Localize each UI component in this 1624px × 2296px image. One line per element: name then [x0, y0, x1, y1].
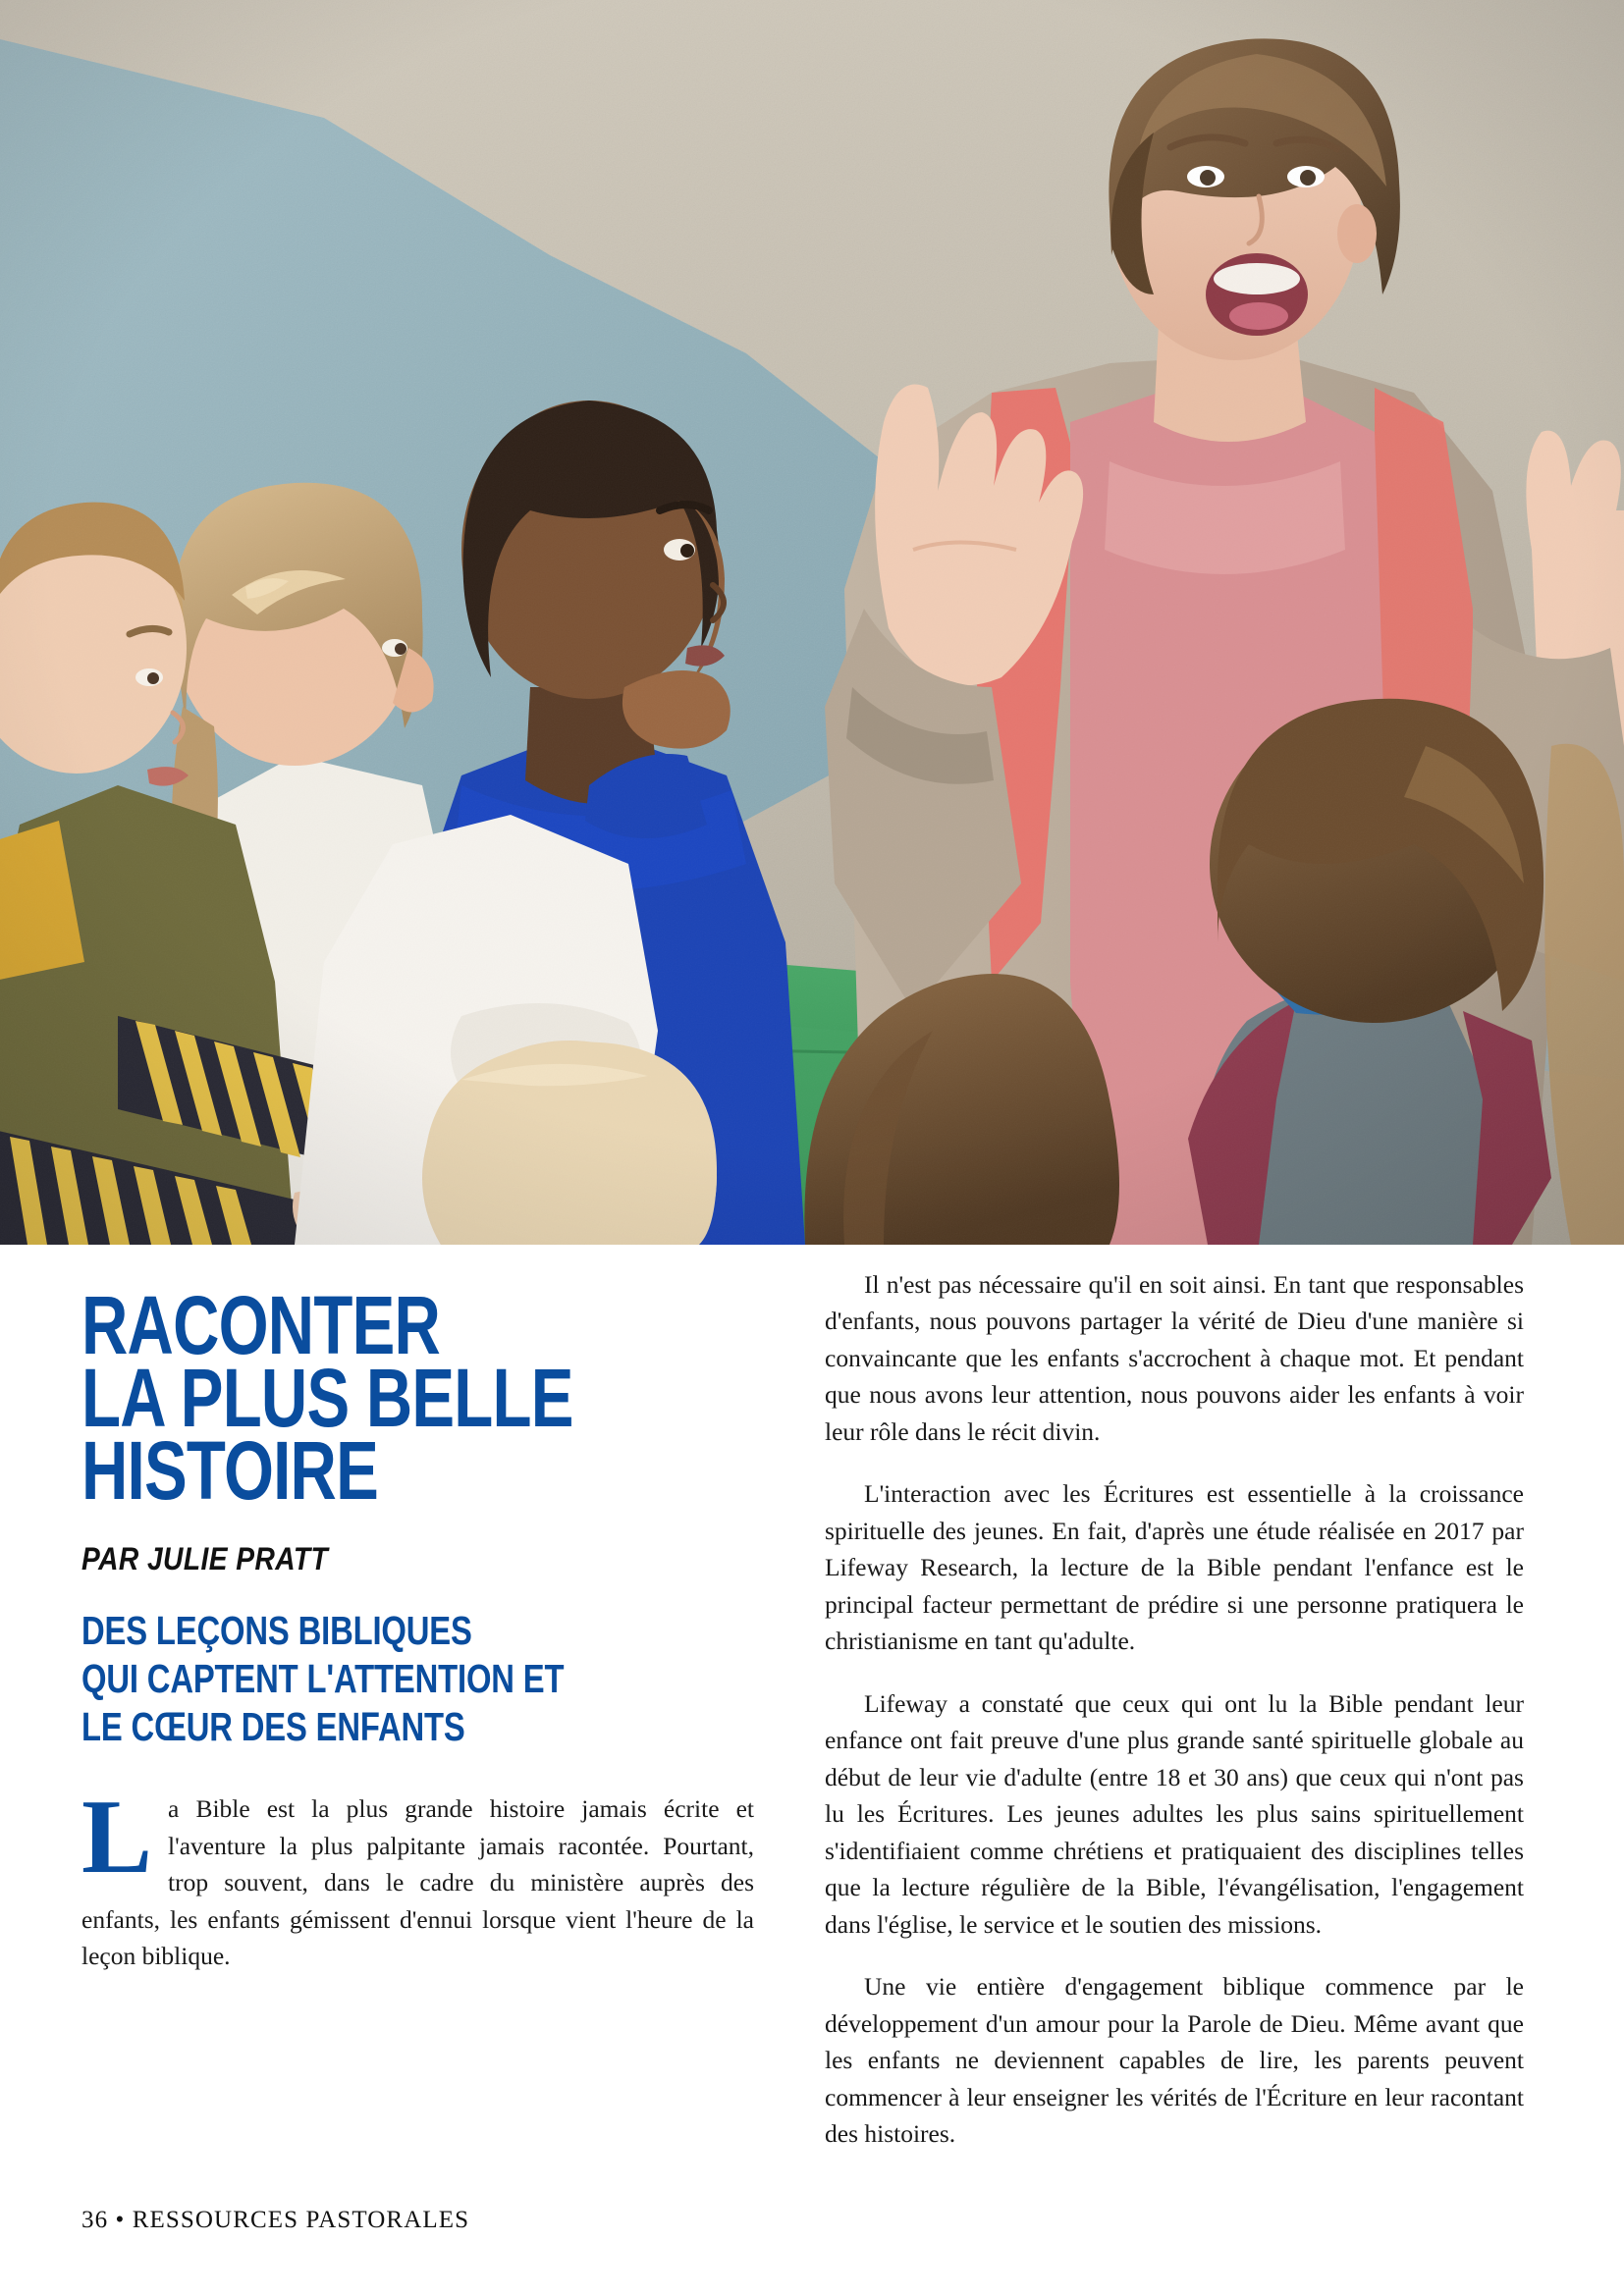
headline-line-2: LA PLUS BELLE [81, 1351, 573, 1444]
lead-paragraph [81, 1751, 754, 1974]
headline-line-1: RACONTER [81, 1279, 441, 1371]
page-title [81, 1245, 753, 1517]
paragraph-1: Il n'est pas nécessaire qu'il en soit ainsi. En tant que responsables d'enfants, nous pouvons partager la vérité de Dieu d'une manière si convaincante que les enfants s'accrochent à chaque mot. Et pendant que nous avons leur attention, nous pouvons aider les enfants à voir leur rôle dans le récit divin. [825, 1270, 1524, 1446]
headline-line-3: HISTOIRE [81, 1423, 379, 1517]
page-footer: 36 • RESSOURCES PASTORALES [81, 2207, 470, 2233]
deck-line-2: QUI CAPTENT L'ATTENTION ET [81, 1655, 565, 1701]
lead-paragraph-text: a Bible est la plus grande histoire jamais écrite et l'aventure la plus palpitante jamais racontée. Pourtant, trop souvent, dans le cadre du ministère auprès des enfants, les enfants gémissent d'ennui lorsque vient l'heure de la leçon biblique. [81, 1794, 754, 1971]
left-column [81, 1245, 754, 1975]
right-column [825, 1266, 1524, 2153]
paragraph-2: L'interaction avec les Écritures est essentielle à la croissance spirituelle des jeunes. En fait, d'après une étude réalisée en 2017 par Lifeway Research, la lecture de la Bible pendant l'enfance est le principal facteur permettant de prédire si une personne pratiquera le christianisme en tant qu'adulte. [825, 1479, 1524, 1656]
drop-cap: L [81, 1779, 153, 1896]
article-deck [81, 1577, 759, 1752]
byline: PAR JULIE PRATT [81, 1540, 329, 1576]
paragraph-4: Une vie entière d'engagement biblique commence par le développement d'un amour pour la Parole de Dieu. Même avant que les enfants ne deviennent capables de lire, les parents peuvent commencer à leur enseigner les vérités de l'Écriture en leur racontant des histoires. [825, 1972, 1524, 2149]
deck-line-3: LE CŒUR DES ENFANTS [81, 1704, 465, 1750]
article-body [0, 1245, 1624, 2296]
paragraph-3: Lifeway a constaté que ceux qui ont lu la Bible pendant leur enfance ont fait preuve d'une plus grande santé spirituelle globale au début de leur vie d'adulte (entre 18 et 30 ans) que ceux qui n'ont pas lu les Écritures. Les jeunes adultes les plus sains spirituellement s'identifiaient comme chrétiens et pratiquaient des disciplines telles que la lecture régulière de la Bible, l'évangélisation, l'engagement dans l'église, le service et le soutien des missions. [825, 1688, 1524, 1939]
deck-line-1: DES LEÇONS BIBLIQUES [81, 1607, 472, 1653]
